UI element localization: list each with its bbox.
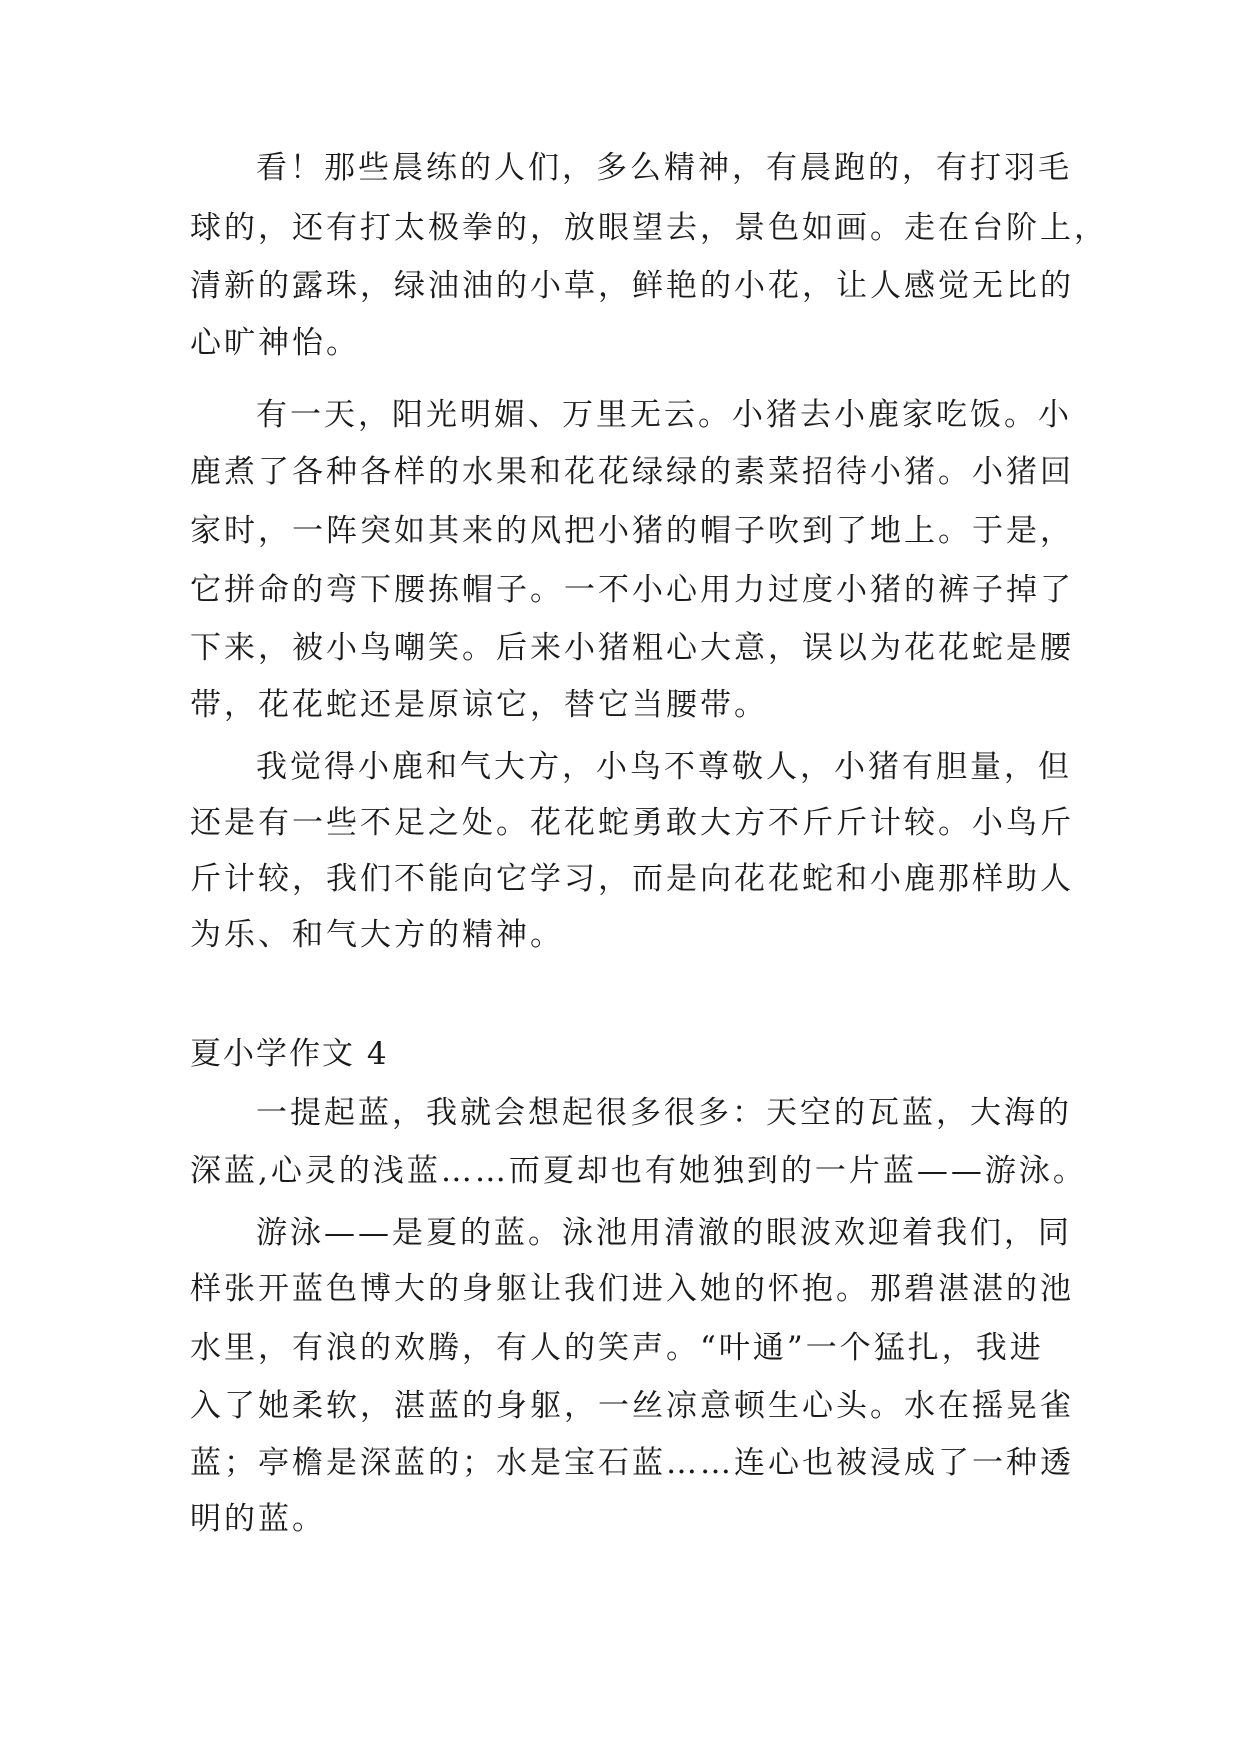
text-line: 带，花花蛇还是原谅它，替它当腰带。 — [190, 687, 768, 723]
section-title: 夏小学作文 4 — [190, 1036, 389, 1072]
text-line: 鹿煮了各种各样的水果和花花绿绿的素菜招待小猪。小猪回 — [190, 454, 1074, 490]
text-line: 一提起蓝，我就会想起很多很多：天空的瓦蓝，大海的 — [256, 1095, 1072, 1131]
text-line: 球的，还有打太极拳的，放眼望去，景色如画。走在台阶上， — [190, 210, 1108, 246]
text-line: 心旷神怡。 — [190, 325, 360, 361]
text-line: 深蓝,心灵的浅蓝……而夏却也有她独到的一片蓝——游泳。 — [190, 1153, 1087, 1189]
text-line: 有一天，阳光明媚、万里无云。小猪去小鹿家吃饭。小 — [256, 397, 1072, 433]
text-line: 入了她柔软，湛蓝的身躯，一丝凉意顿生心头。水在摇晃雀 — [190, 1388, 1074, 1424]
text-line: 样张开蓝色博大的身躯让我们进入她的怀抱。那碧湛湛的池 — [190, 1271, 1074, 1307]
text-line: 下来，被小鸟嘲笑。后来小猪粗心大意，误以为花花蛇是腰 — [190, 630, 1074, 666]
text-line: 明的蓝。 — [190, 1501, 326, 1537]
text-line: 看！那些晨练的人们，多么精神，有晨跑的，有打羽毛 — [256, 150, 1072, 186]
text-line: 水里，有浪的欢腾，有人的笑声。“叶通”一个猛扎，我进 — [190, 1330, 1044, 1366]
text-line: 清新的露珠，绿油油的小草，鲜艳的小花，让人感觉无比的 — [190, 268, 1074, 304]
text-line: 蓝；亭檐是深蓝的；水是宝石蓝……连心也被浸成了一种透 — [190, 1445, 1074, 1481]
text-line: 为乐、和气大方的精神。 — [190, 917, 564, 953]
text-line: 还是有一些不足之处。花花蛇勇敢大方不斤斤计较。小鸟斤 — [190, 805, 1074, 841]
text-line: 斤计较，我们不能向它学习，而是向花花蛇和小鹿那样助人 — [190, 861, 1074, 897]
text-line: 家时，一阵突如其来的风把小猪的帽子吹到了地上。于是， — [190, 513, 1074, 549]
text-line: 它拼命的弯下腰拣帽子。一不小心用力过度小猪的裤子掉了 — [190, 572, 1074, 608]
text-line: 游泳——是夏的蓝。泳池用清澈的眼波欢迎着我们，同 — [256, 1215, 1072, 1251]
text-line: 我觉得小鹿和气大方，小鸟不尊敬人，小猪有胆量，但 — [256, 749, 1072, 785]
